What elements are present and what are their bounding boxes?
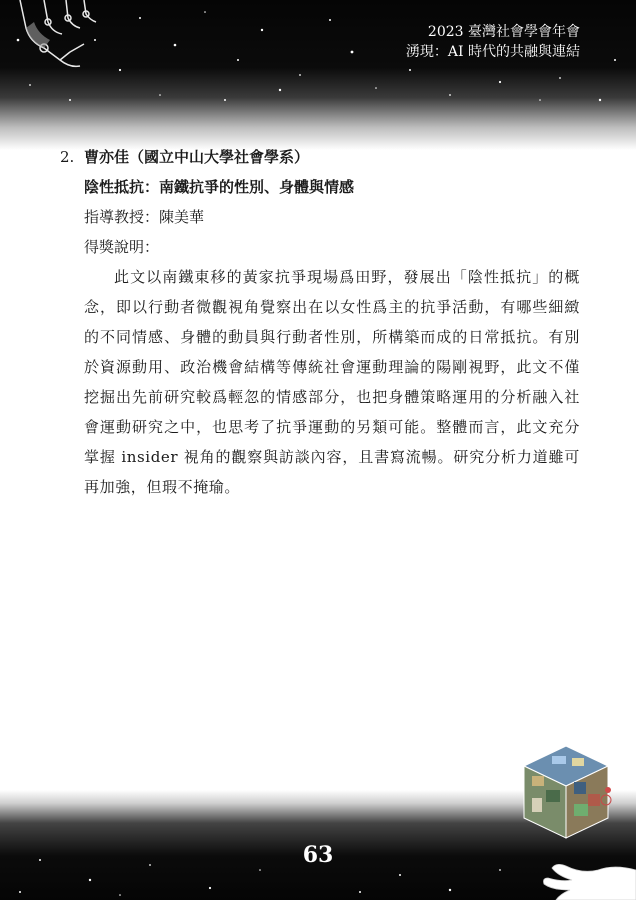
entry-number: 2.	[60, 148, 75, 166]
entry-title: 陰性抵抗：南鐵抗爭的性別、身體與情感	[84, 178, 355, 196]
entry-author: 曹亦佳（國立中山大學社會學系）	[84, 148, 310, 166]
entry-advisor: 指導教授：陳美華	[84, 208, 205, 226]
conference-title: 2023 臺灣社會學會年會	[427, 24, 580, 40]
entry-reason-label: 得獎說明：	[84, 238, 160, 256]
robot-hand-icon	[0, 0, 110, 75]
page-number: 63	[302, 842, 334, 868]
conference-theme: 湧現：AI 時代的共融與連結	[405, 44, 580, 60]
award-entry	[60, 142, 580, 502]
conference-header	[406, 22, 580, 62]
entry-author-line	[60, 142, 580, 172]
entry-reason-text: 此文以南鐵東移的黃家抗爭現場爲田野，發展出「陰性抵抗」的概念，即以行動者微觀視角覺察出在以女性爲主的抗爭活動，有哪些細緻的不同情感、身體的動員與行動者性別，所構築而成的日常抵抗。有別於資源動用、政治機會結構等傳統社會運動理論的陽剛視野，此文不僅挖掘出先前研究較爲輕忽的情感部分，也把身體策略運用的分析融入社會運動研究之中，也思考了抗爭運動的另類可能。整體而言，此文充分掌握 insider 視角的觀察與訪談內容，且書寫流暢。研究分析力道雖可再加強，但瑕不掩瑜。	[84, 268, 580, 496]
collage-cube-icon	[518, 742, 614, 842]
